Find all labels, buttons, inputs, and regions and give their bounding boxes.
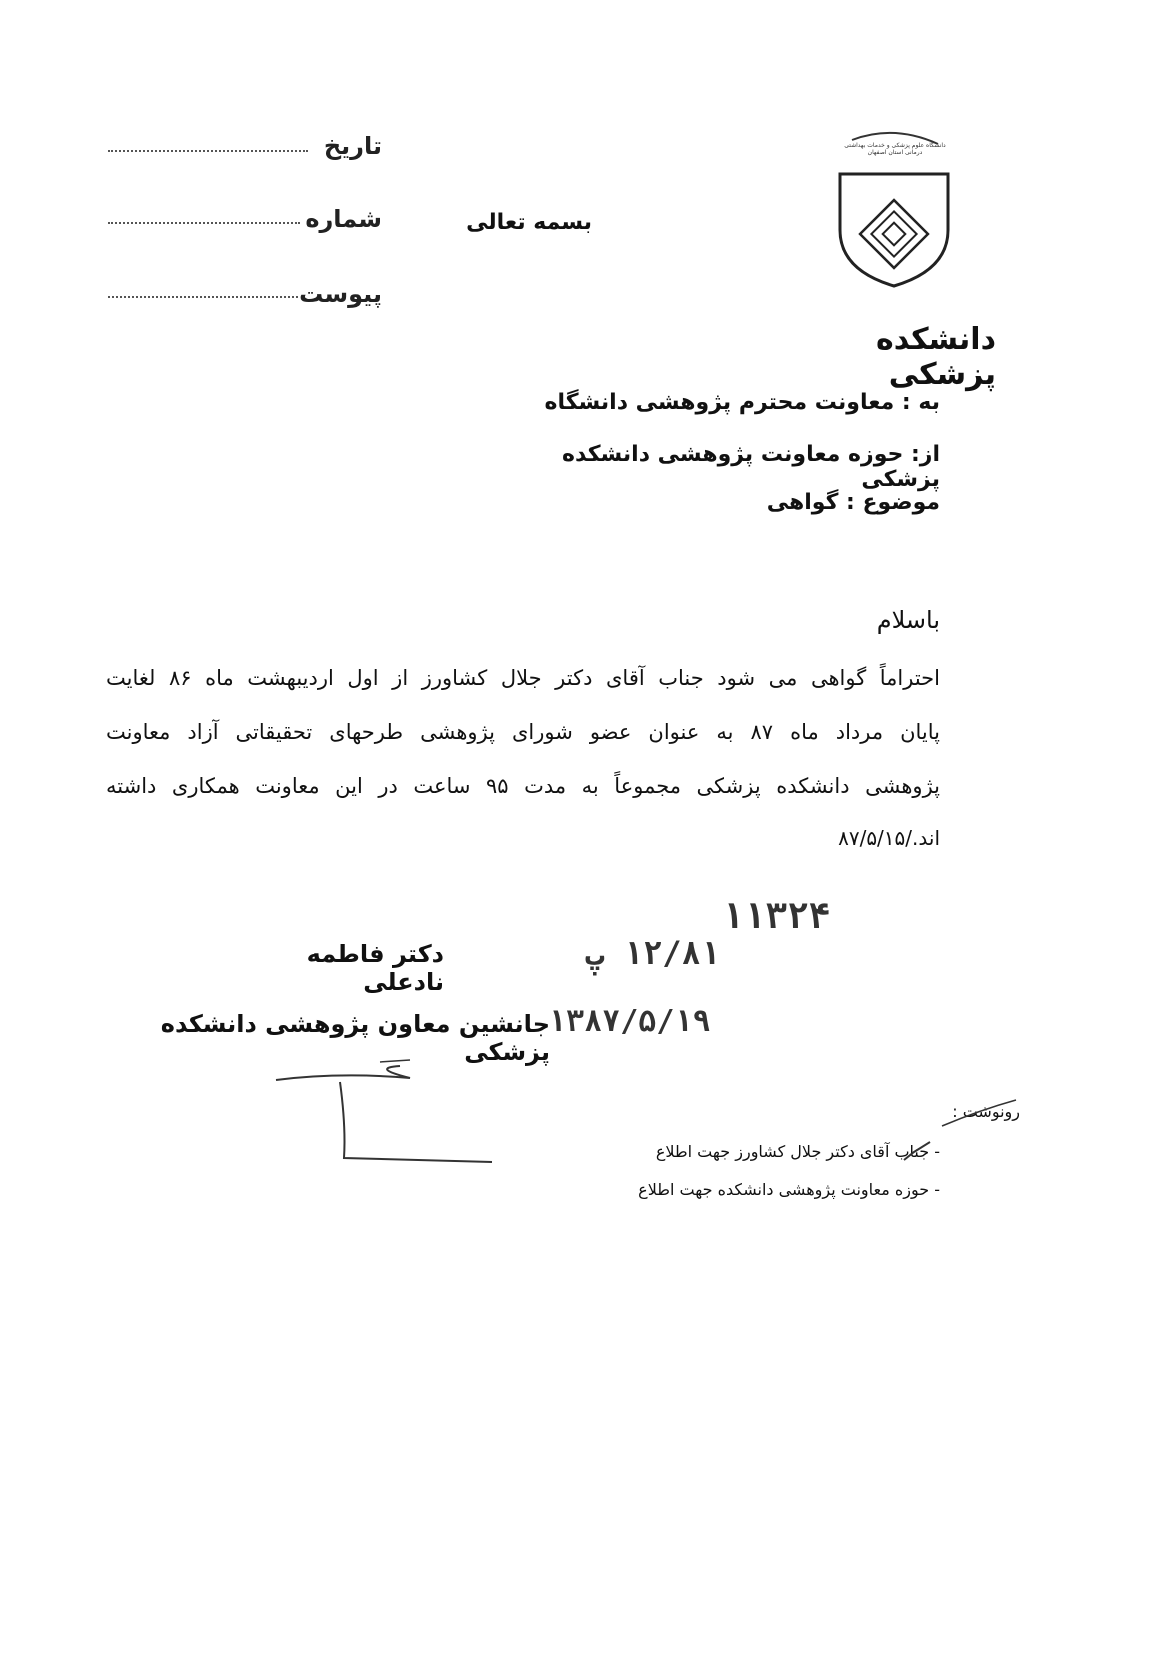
number-label: شماره (305, 205, 382, 233)
body-line-3: پژوهشی دانشکده پزشکی مجموعاً به مدت ۹۵ ساعت در این معاونت همکاری داشته (106, 774, 940, 798)
date-label: تاریخ (323, 132, 382, 160)
copies-label: رونوشت : (952, 1102, 1020, 1121)
logo-text: دانشگاه علوم پزشکی و خدمات بهداشتی درمانی استان اصفهان (844, 142, 946, 156)
body-line-2: پایان مرداد ماه ۸۷ به عنوان عضو شورای پژوهشی طرحهای تحقیقاتی آزاد معاونت (106, 720, 940, 744)
stamp-date: ۱۳۸۷/۵/۱۹ (548, 1004, 711, 1039)
body-line-1: احتراماً گواهی می شود جناب آقای دکتر جلال کشاورز از اول اردیبهشت ماه ۸۶ لغایت (106, 666, 940, 690)
body-line-4: اند./۸۷/۵/۱۵ (838, 826, 940, 850)
attachment-field-line (108, 296, 298, 298)
stamp-code: ۱۲/۸۱ پ (585, 934, 720, 972)
memo-subject: موضوع : گواهی (766, 490, 940, 515)
faculty-name: دانشکده پزشکی (876, 322, 996, 392)
number-field-line (108, 222, 300, 224)
university-logo (834, 130, 954, 290)
memo-from: از: حوزه معاونت پژوهشی دانشکده پزشکی (562, 442, 940, 492)
handwritten-signature (260, 1056, 520, 1176)
copy-item-2: - حوزه معاونت پژوهشی دانشکده جهت اطلاع (638, 1180, 940, 1199)
date-field-line (108, 150, 308, 152)
attachment-label: پیوست (299, 280, 382, 308)
signatory-title: جانشین معاون پژوهشی دانشکده پزشکی (160, 1010, 550, 1066)
memo-to: به : معاونت محترم پژوهشی دانشگاه (544, 390, 940, 415)
letter-greeting: باسلام (876, 606, 940, 634)
invocation-heading: بسمه تعالی (466, 210, 592, 235)
signatory-name: دکتر فاطمه نادعلی (306, 940, 444, 996)
stamp-reference: ۱۱۳۲۴ (722, 896, 831, 937)
copies-pen-mark (940, 1096, 1020, 1136)
copy-item-1: - جناب آقای دکتر جلال کشاورز جهت اطلاع (655, 1142, 940, 1161)
copy-tick-mark (900, 1138, 934, 1168)
